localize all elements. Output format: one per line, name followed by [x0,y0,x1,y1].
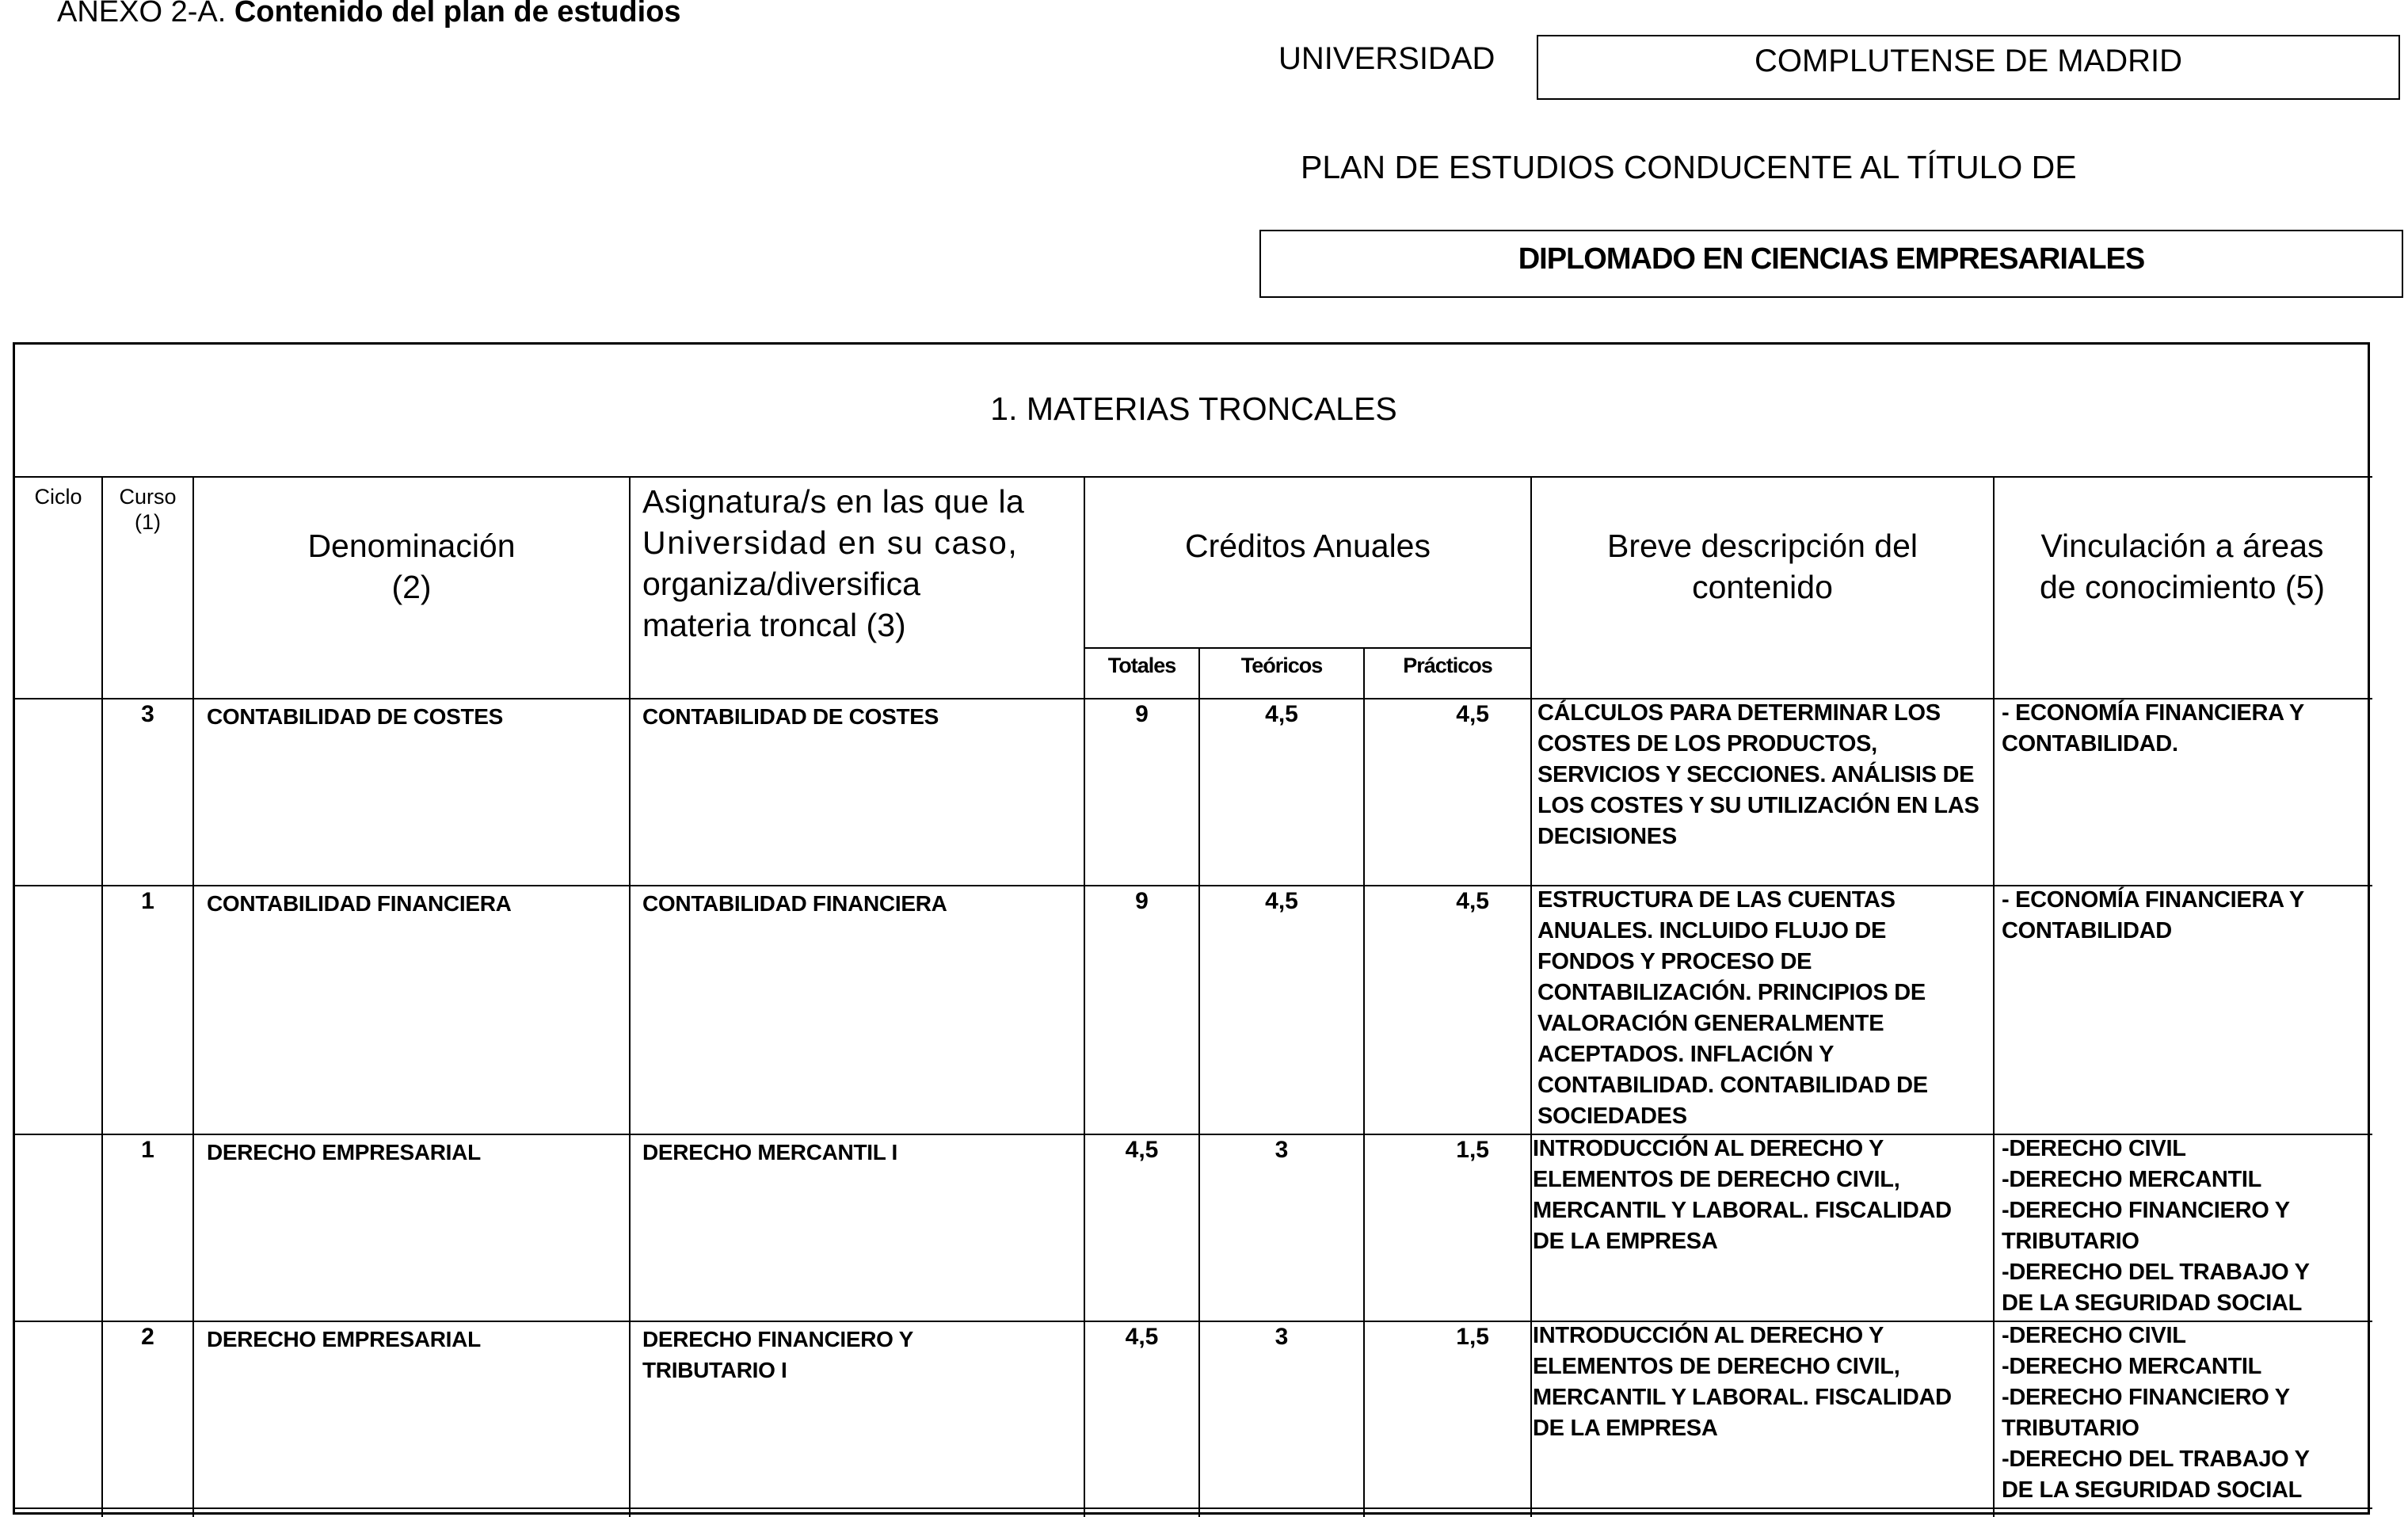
header-vinculacion [1995,525,2370,608]
materias-troncales-table [13,342,2370,1515]
row4-totales: 4,5 [1125,1324,1159,1350]
row3-area-line: -DERECHO FINANCIERO Y [2002,1198,2290,1223]
header-descripcion-line1: Breve descripción del [1607,528,1918,564]
header-curso-line2: (1) [135,510,161,534]
vrule-denominacion [629,476,631,1517]
vrule-curso [192,476,194,1517]
row3-practicos [1365,1137,1530,1164]
row3-area-line: TRIBUTARIO [2002,1229,2139,1254]
row3-area-line: -DERECHO CIVIL [2002,1136,2186,1161]
row4-practicos-value: 1,5 [1456,1324,1489,1350]
section-title: 1. MATERIAS TRONCALES [990,391,1397,427]
header-asignatura-line3: organiza/diversifica [642,566,920,602]
row4-asignatura: DERECHO FINANCIERO Y TRIBUTARIO I [642,1327,913,1382]
row1-areas [2002,698,2366,760]
row3-descripcion: INTRODUCCIÓN AL DERECHO Y ELEMENTOS DE DERECHO CIVIL, MERCANTIL Y LABORAL. FISCALIDAD DE LA EMPRESA [1533,1136,1952,1254]
row3-asignatura: DERECHO MERCANTIL I [642,1140,898,1164]
header-denominacion-line1: Denominación [307,528,516,564]
annex-prefix: ANEXO 2-A. [57,0,227,29]
row3-practicos-value: 1,5 [1456,1137,1489,1163]
row2-practicos-value: 4,5 [1456,888,1489,914]
header-asignatura [642,481,1075,646]
row3-teoricos: 3 [1274,1137,1289,1163]
vrule-totales [1198,647,1200,1517]
row1-practicos [1365,701,1530,728]
header-creditos: Créditos Anuales [1185,528,1431,564]
row4-teoricos: 3 [1274,1324,1289,1350]
vrule-descripcion [1993,476,1995,1517]
row3-areas [2002,1134,2366,1319]
header-asignatura-line4: materia troncal (3) [642,607,906,643]
header-ciclo: Ciclo [34,485,82,509]
row3-area-line: -DERECHO DEL TRABAJO Y [2002,1260,2310,1285]
row1-totales: 9 [1135,701,1149,727]
rule-creditos-subheader [1084,647,1530,649]
vrule-creditos [1530,476,1532,1517]
row4-area-line: DE LA SEGURIDAD SOCIAL [2002,1477,2303,1503]
row4-area-line: -DERECHO MERCANTIL [2002,1354,2262,1379]
row1-teoricos: 4,5 [1265,701,1298,727]
row2-teoricos: 4,5 [1265,888,1298,914]
row2-denominacion: CONTABILIDAD FINANCIERA [207,891,512,916]
row4-areas [2002,1321,2366,1506]
row3-curso: 1 [141,1137,154,1163]
degree-title-box: DIPLOMADO EN CIENCIAS EMPRESARIALES [1259,230,2403,298]
row3-denominacion: DERECHO EMPRESARIAL [207,1140,481,1164]
vrule-asignatura [1084,476,1085,1517]
header-totales: Totales [1107,654,1176,677]
header-asignatura-line2: Universidad en su caso, [642,524,1019,561]
row3-area-line: -DERECHO MERCANTIL [2002,1167,2262,1192]
row3-area-line: DE LA SEGURIDAD SOCIAL [2002,1290,2303,1316]
header-curso [103,484,192,535]
header-teoricos: Teóricos [1240,654,1323,677]
rule-row-4 [15,1507,2372,1509]
university-label: UNIVERSIDAD [1278,41,1495,76]
university-name-box: COMPLUTENSE DE MADRID [1537,35,2400,100]
row4-area-line: -DERECHO FINANCIERO Y [2002,1385,2290,1410]
row1-practicos-value: 4,5 [1456,701,1489,727]
row4-curso: 2 [141,1324,154,1350]
vrule-ciclo [101,476,103,1517]
row4-denominacion: DERECHO EMPRESARIAL [207,1327,481,1351]
row4-area-line: -DERECHO CIVIL [2002,1323,2186,1348]
header-denominacion-line2: (2) [391,569,432,605]
plan-line: PLAN DE ESTUDIOS CONDUCENTE AL TÍTULO DE [1301,149,2077,185]
row4-descripcion: INTRODUCCIÓN AL DERECHO Y ELEMENTOS DE DERECHO CIVIL, MERCANTIL Y LABORAL. FISCALIDAD DE LA EMPRESA [1533,1323,1952,1441]
row1-descripcion: CÁLCULOS PARA DETERMINAR LOS COSTES DE LOS PRODUCTOS, SERVICIOS Y SECCIONES. ANÁLISIS DE LOS COSTES Y SU UTILIZACIÓN EN LAS DECISIONES [1537,700,1979,849]
header-vinculacion-line2: de conocimiento (5) [2039,569,2326,605]
row2-practicos [1365,888,1530,915]
row2-curso: 1 [141,888,154,914]
vrule-teoricos [1363,647,1365,1517]
header-practicos: Prácticos [1403,654,1492,677]
row4-area-line: TRIBUTARIO [2002,1416,2139,1441]
header-asignatura-line1: Asignatura/s en las que la [642,483,1025,520]
annex-heading [57,0,681,29]
row2-area-line: - ECONOMÍA FINANCIERA Y [2002,887,2304,913]
rule-section-bottom [15,476,2372,478]
row1-area-line: - ECONOMÍA FINANCIERA Y [2002,700,2304,726]
row1-area-line: CONTABILIDAD. [2002,731,2178,757]
row1-asignatura: CONTABILIDAD DE COSTES [642,704,939,729]
row4-area-line: -DERECHO DEL TRABAJO Y [2002,1446,2310,1472]
row2-asignatura: CONTABILIDAD FINANCIERA [642,891,947,916]
row3-totales: 4,5 [1125,1137,1159,1163]
row2-area-line: CONTABILIDAD [2002,918,2172,943]
row2-descripcion: ESTRUCTURA DE LAS CUENTAS ANUALES. INCLUIDO FLUJO DE FONDOS Y PROCESO DE CONTABILIZACIÓN. PRINCIPIOS DE VALORACIÓN GENERALMENTE ACEPTADOS. INFLACIÓN Y CONTABILIDAD. CONTABILIDAD DE SOCIEDADES [1537,887,1928,1129]
row1-denominacion: CONTABILIDAD DE COSTES [207,704,503,729]
header-vinculacion-line1: Vinculación a áreas [2040,528,2324,564]
row2-areas [2002,885,2366,947]
header-descripcion [1532,525,1993,608]
row1-curso: 3 [141,701,154,727]
header-curso-line1: Curso [119,485,177,509]
annex-title: Contenido del plan de estudios [234,0,681,29]
row4-practicos [1365,1324,1530,1351]
row2-totales: 9 [1135,888,1149,914]
header-denominacion [194,525,629,608]
header-descripcion-line2: contenido [1692,569,1833,605]
